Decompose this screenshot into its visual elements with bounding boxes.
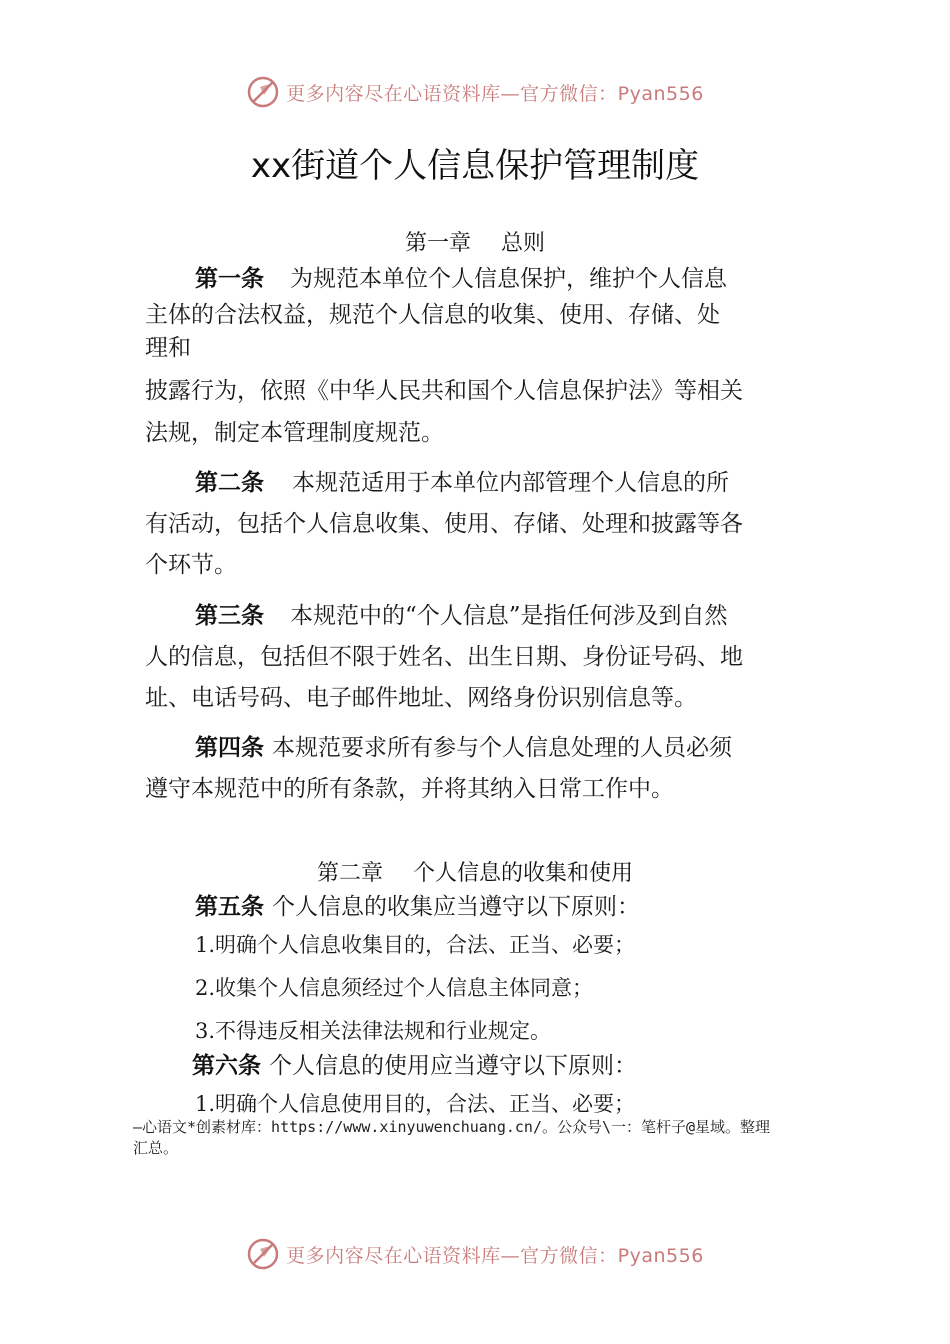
header-banner (0, 72, 950, 112)
article-2-line: 个环节。 (145, 552, 237, 578)
article-1-line: 披露行为，依照《中华人民共和国个人信息保护法》等相关 (145, 378, 743, 404)
page-title: xx街道个人信息保护管理制度 (250, 146, 700, 186)
article-6-heading: 第六条 (192, 1053, 261, 1079)
article-6-item: 1.明确个人信息使用目的，合法、正当、必要； (195, 1092, 636, 1116)
banner-text: 更多内容尽在心语资料库—官方微信：Pyan556 (286, 82, 704, 105)
article-4-line: 遵守本规范中的所有条款，并将其纳入日常工作中。 (145, 776, 674, 802)
article-1-line: 主体的合法权益，规范个人信息的收集、使用、存储、处 (145, 302, 720, 328)
footnote-line: —心语文*创素材库：https://www.xinyuwenchuang.cn/。公众号\一：笔杆子@星域。整理 (133, 1118, 771, 1136)
article-6-first-line: 第六条 个人信息的使用应当遵守以下原则： (192, 1053, 637, 1079)
footer-banner (0, 1234, 950, 1274)
feather-seal-icon (246, 75, 280, 109)
article-1-line: 理和 (145, 335, 191, 361)
article-4-first-line: 第四条 本规范要求所有参与个人信息处理的人员必须 (195, 735, 732, 761)
article-3-line: 人的信息，包括但不限于姓名、出生日期、身份证号码、地 (145, 644, 743, 670)
article-5-item: 1.明确个人信息收集目的，合法、正当、必要； (195, 933, 636, 957)
article-1-first-line: 第一条 为规范本单位个人信息保护，维护个人信息 (195, 266, 727, 292)
article-2-line: 有活动，包括个人信息收集、使用、存储、处理和披露等各 (145, 511, 743, 537)
article-1-heading: 第一条 (195, 266, 264, 292)
footnote-line: 汇总。 (133, 1139, 179, 1157)
chapter-1-heading: 第一章 总则 (404, 231, 546, 256)
article-4-heading: 第四条 (195, 735, 264, 761)
article-5-item: 2.收集个人信息须经过个人信息主体同意； (195, 976, 594, 1000)
article-3-heading: 第三条 (195, 603, 264, 629)
article-1-line: 法规，制定本管理制度规范。 (145, 420, 444, 446)
banner-text: 更多内容尽在心语资料库—官方微信：Pyan556 (286, 1244, 704, 1267)
article-3-first-line: 第三条 本规范中的“个人信息”是指任何涉及到自然 (195, 603, 728, 629)
article-5-item: 3.不得违反相关法律法规和行业规定。 (195, 1019, 552, 1043)
article-5-heading: 第五条 (195, 894, 264, 920)
article-5-first-line: 第五条 个人信息的收集应当遵守以下原则： (195, 894, 640, 920)
article-2-first-line: 第二条 本规范适用于本单位内部管理个人信息的所 (195, 470, 729, 496)
chapter-2-heading: 第二章 个人信息的收集和使用 (316, 861, 634, 886)
article-3-line: 址、电话号码、电子邮件地址、网络身份识别信息等。 (145, 685, 697, 711)
feather-seal-icon (246, 1237, 280, 1271)
article-2-heading: 第二条 (195, 470, 264, 496)
